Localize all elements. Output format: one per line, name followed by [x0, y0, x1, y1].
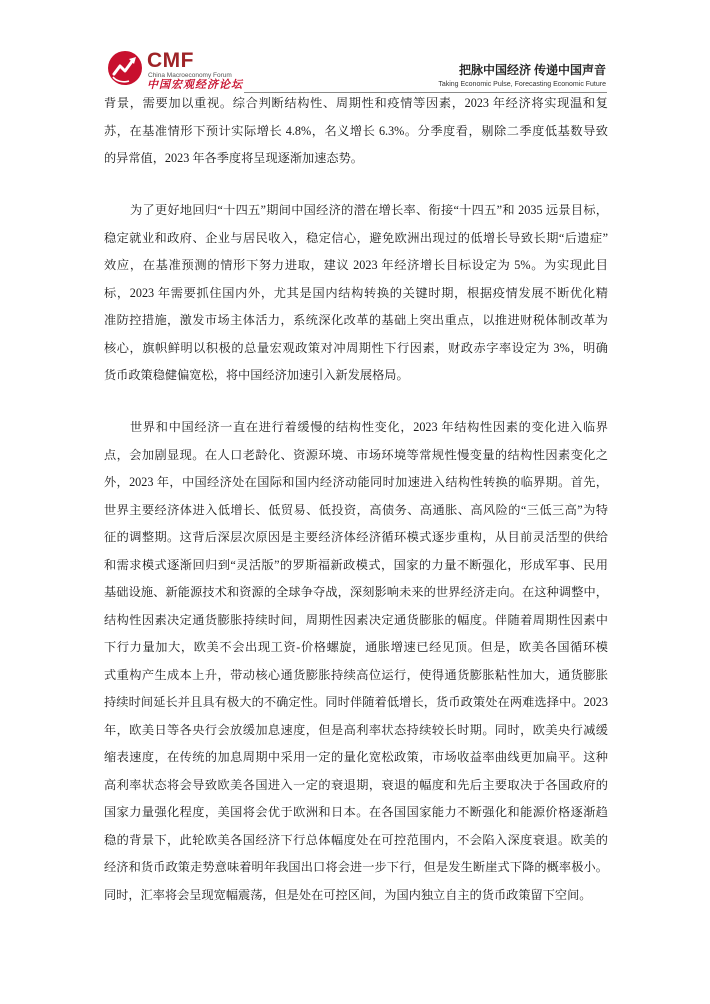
paragraph-line: 核心，旗帜鲜明以积极的总量宏观政策对冲周期性下行因素，财政赤字率设定为 3%，明确 — [104, 340, 608, 355]
page-header — [0, 0, 710, 96]
paragraph-line: 稳定就业和政府、企业与居民收入，稳定信心，避免欧洲出现过的低增长导致长期“后遗症” — [104, 230, 608, 245]
paragraph-line: 世界和中国经济一直在进行着缓慢的结构性变化，2023 年结构性因素的变化进入临界 — [130, 420, 608, 434]
paragraph-line: 点，会加剧显现。在人口老龄化、资源环境、市场环境等常规性慢变量的结构性因素变化之 — [104, 447, 608, 462]
document-body — [104, 90, 608, 934]
paragraph-line: 持续时间延长并且具有极大的不确定性。同时伴随着低增长，货币政策处在两难选择中。2023 — [104, 695, 608, 709]
logo-acronym: CMF — [147, 49, 194, 72]
paragraph-line: 背景，需要加以重视。综合判断结构性、周期性和疫情等因素，2023 年经济将实现温和复 — [104, 96, 608, 110]
header-slogan-english: Taking Economic Pulse, Forecasting Economic Future — [438, 81, 606, 88]
paragraph-line: 苏，在基准情形下预计实际增长 4.8%，名义增长 6.3%。分季度看，剔除二季度低基数导致 — [104, 123, 608, 138]
paragraph-line: 缩表速度，在传统的加息周期中采用一定的量化宽松政策，市场收益率曲线更加扁平。这种 — [104, 750, 608, 764]
paragraph-line: 国家力量强化程度，美国将会优于欧洲和日本。在各国国家能力不断强化和能源价格逐渐趋 — [104, 805, 608, 819]
paragraph-line: 稳的背景下，此轮欧美各国经济下行总体幅度处在可控范围内，不会陷入深度衰退。欧美的 — [104, 832, 608, 847]
body-paragraph — [104, 197, 608, 390]
paragraph-line: 外，2023 年，中国经济处在国际和国内经济动能同时加速进入结构性转换的临界期。首先， — [104, 475, 608, 489]
paragraph-line: 同时，汇率将会呈现宽幅震荡，但是处在可控区间，为国内独立自主的货币政策留下空间。 — [104, 887, 592, 902]
cmf-logo-icon — [107, 50, 143, 86]
paragraph-line: 效应，在基准预测的情形下努力进取，建议 2023 年经济增长目标设定为 5%。为实现此目 — [104, 258, 608, 272]
paragraph-line: 式重构产生成本上升，带动核心通货膨胀持续高位运行，使得通货膨胀粘性加大，通货膨胀 — [104, 667, 608, 682]
paragraph-line: 世界主要经济体进入低增长、低贸易、低投资，高债务、高通胀、高风险的“三低三高”为特 — [104, 502, 608, 517]
paragraph-line: 货币政策稳健偏宽松，将中国经济加速引入新发展格局。 — [104, 368, 409, 382]
paragraph-line: 结构性因素决定通货膨胀持续时间，周期性因素决定通货膨胀的幅度。伴随着周期性因素中 — [104, 612, 608, 627]
paragraph-line: 年，欧美日等各央行会放缓加息速度，但是高利率状态持续较长时期。同时，欧美央行减缓 — [104, 722, 608, 737]
paragraph-line: 基础设施、新能源技术和资源的全球争夺战，深刻影响未来的世界经济走向。在这种调整中， — [104, 585, 608, 599]
body-paragraph — [104, 90, 608, 173]
paragraph-line: 标，2023 年需要抓住国内外，尤其是国内结构转换的关键时期，根据疫情发展不断优化精 — [104, 285, 608, 300]
logo-english-name: China Macroeconomy Forum — [148, 72, 232, 79]
paragraph-line: 为了更好地回归“十四五”期间中国经济的潜在增长率、衔接“十四五”和 2035 远景目标， — [130, 203, 608, 217]
paragraph-line: 征的调整期。这背后深层次原因是主要经济体经济循环模式逐步重构，从目前灵活型的供给 — [104, 530, 608, 544]
paragraph-line: 的异常值，2023 年各季度将呈现逐渐加速态势。 — [104, 151, 363, 165]
paragraph-line: 下行力量加大，欧美不会出现工资-价格螺旋，通胀增速已经见顶。但是，欧美各国循环模 — [104, 640, 608, 654]
body-paragraph — [104, 414, 608, 909]
header-slogan-chinese: 把脉中国经济 传递中国声音 — [458, 63, 606, 77]
paragraph-line: 高利率状态将会导致欧美各国进入一定的衰退期，衰退的幅度和先后主要取决于各国政府的 — [104, 777, 608, 792]
paragraph-line: 经济和货币政策走势意味着明年我国出口将会进一步下行，但是发生断崖式下降的概率极小。 — [104, 860, 608, 874]
logo-chinese-name: 中国宏观经济论坛 — [147, 79, 243, 91]
paragraph-line: 准防控措施，激发市场主体活力，系统深化改革的基础上突出重点，以推进财税体制改革为 — [104, 313, 608, 327]
paragraph-line: 和需求模式逐渐回归到“灵活版”的罗斯福新政模式，国家的力量不断强化，形成军事、民用 — [104, 557, 608, 572]
